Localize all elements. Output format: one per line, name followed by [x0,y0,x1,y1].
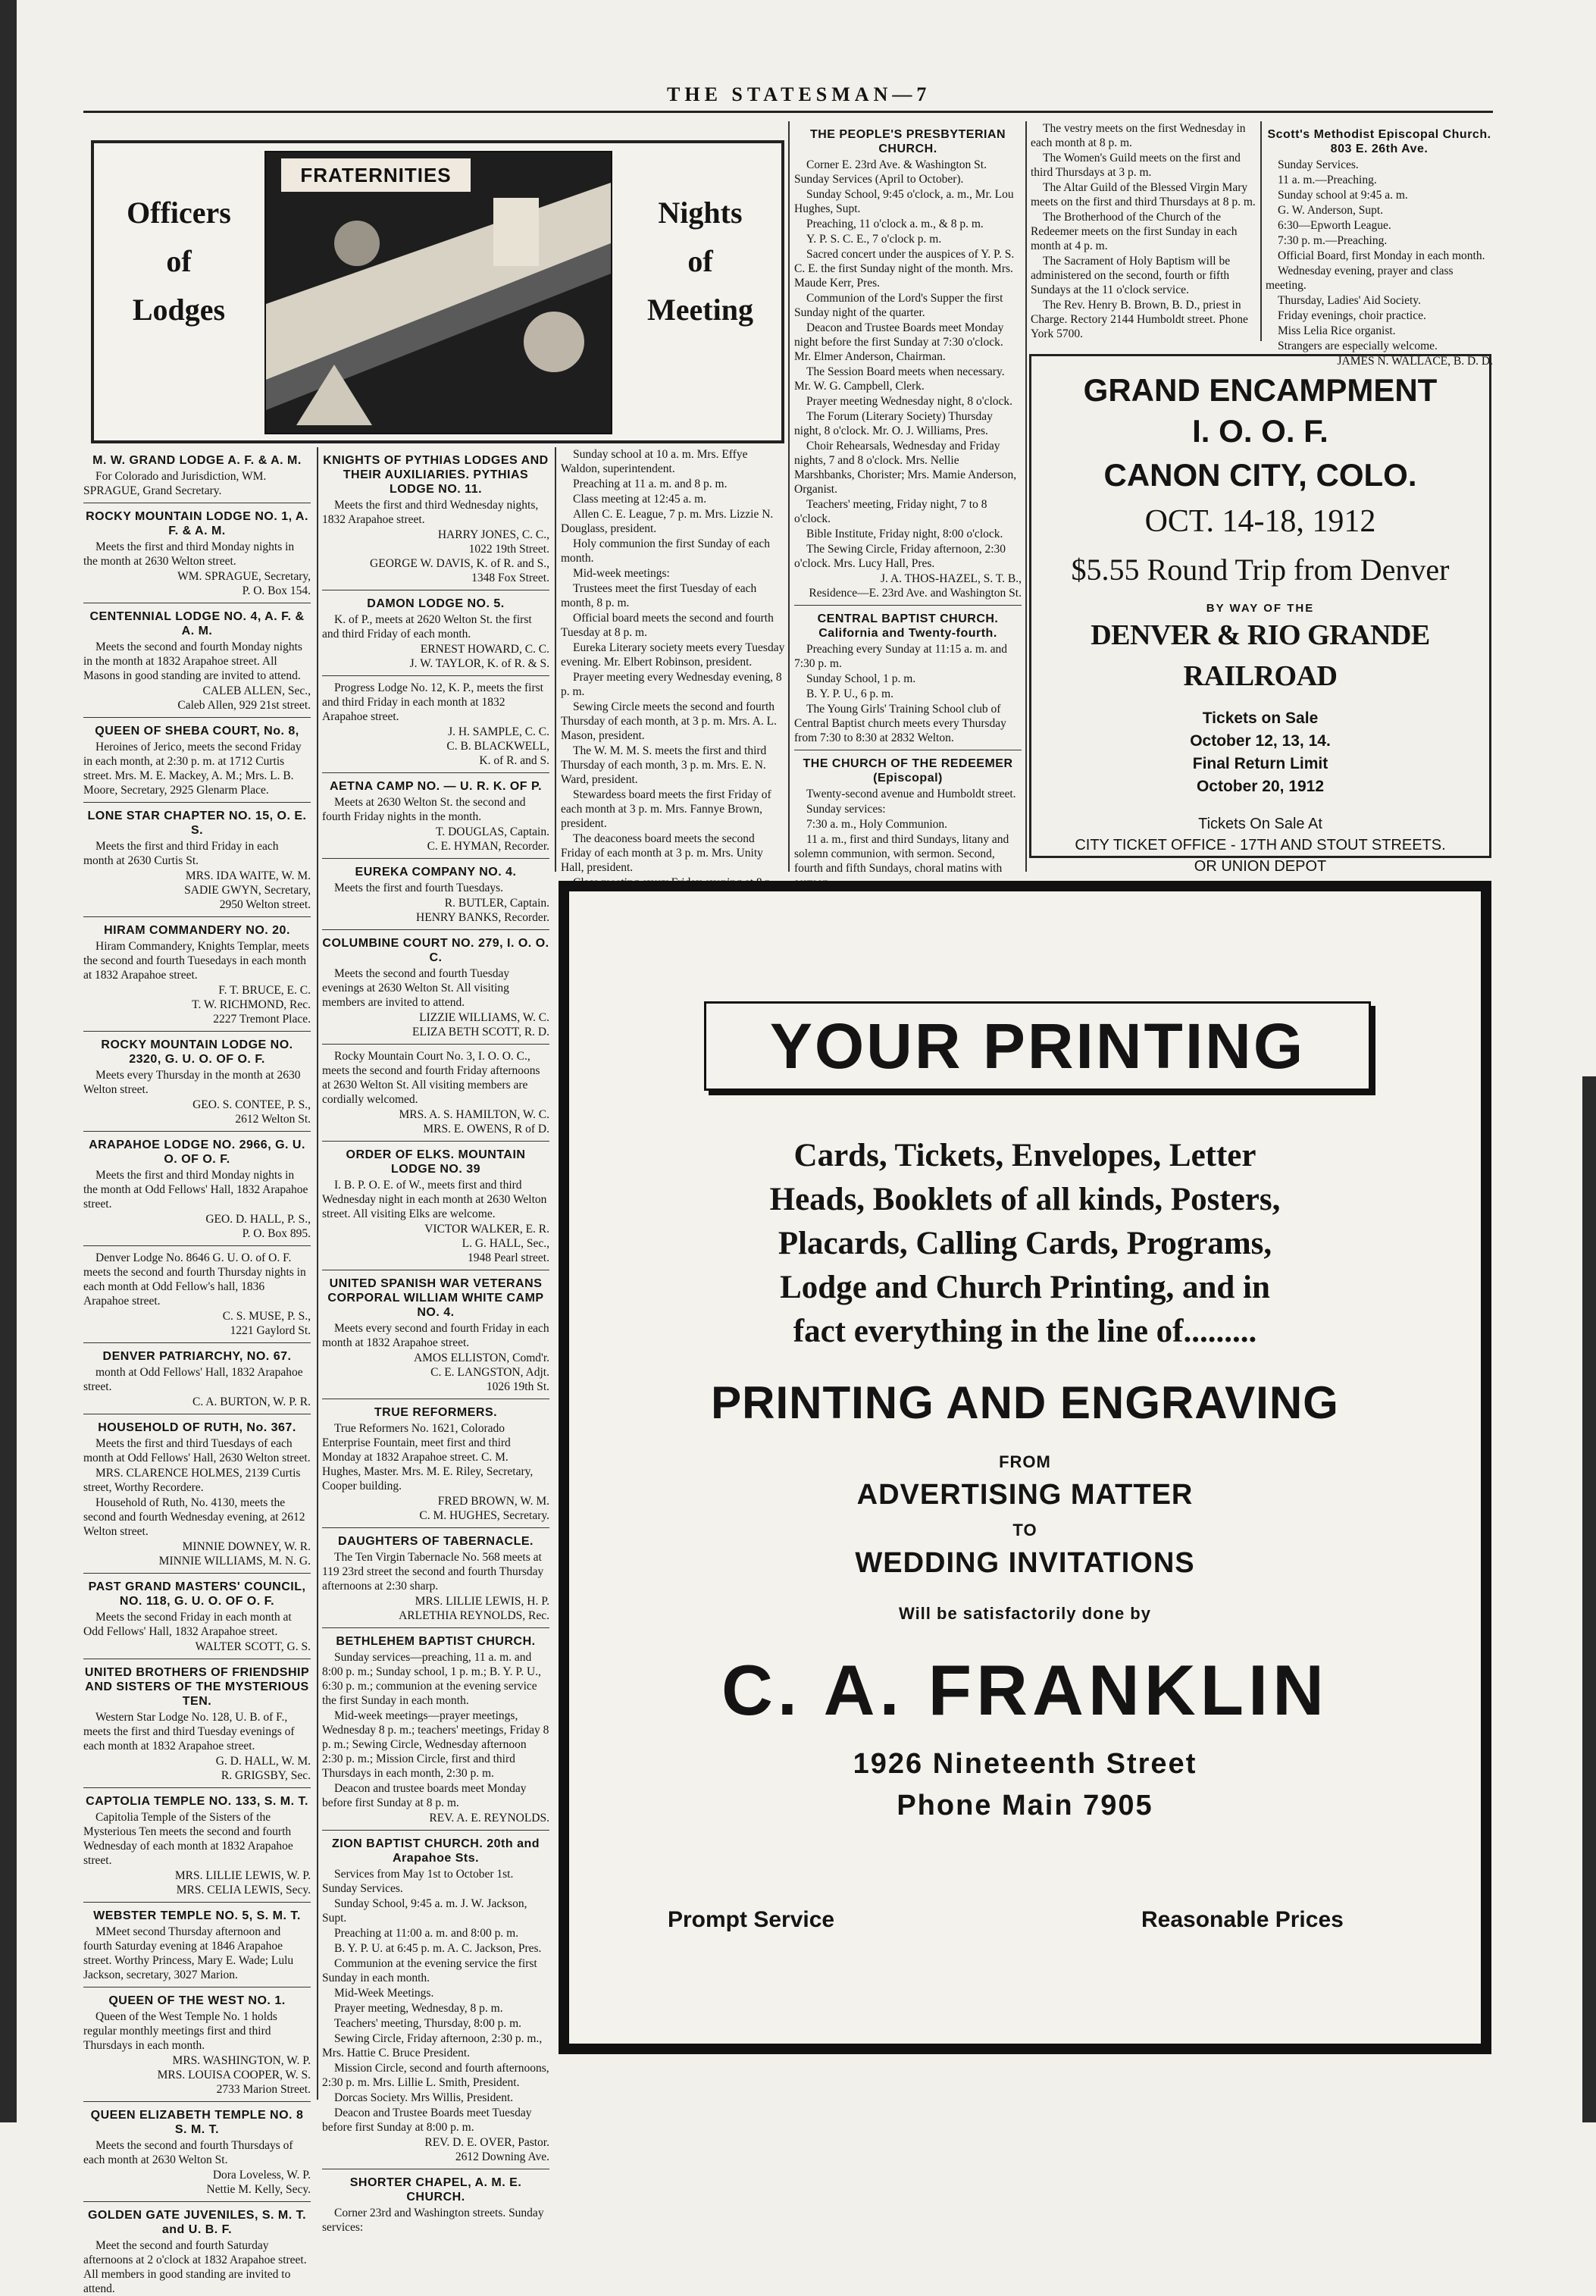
column-lodges-3 [561,447,788,872]
entry-signature: MRS. IDA WAITE, W. M. [185,869,311,882]
entry-signature: ERNEST HOWARD, C. C. [420,643,549,656]
entry-heading: CAPTOLIA TEMPLE NO. 133, S. M. T. [86,1795,308,1808]
entry-signature: 2612 Welton St. [235,1113,311,1126]
entry-separator [322,772,549,773]
masthead-title: THE STATESMAN—7 [667,83,931,105]
franklin-phone: Phone Main 7905 [897,1790,1153,1821]
entry-text: Sunday school at 10 a. m. Mrs. Effye Waldon, superintendent. [561,448,748,475]
entry-text: Sunday School, 9:45 a. m. J. W. Jackson, Supt. [322,1897,527,1925]
entry-separator [322,1527,549,1528]
entry-text: 6:30—Epworth League. [1278,219,1391,232]
entry-signature: 1221 Gaylord St. [230,1324,311,1337]
entry-signature: CALEB ALLEN, Sec., [202,684,311,697]
entry-text: 7:30 p. m.—Preaching. [1278,234,1388,247]
entry-text: 11 a. m.—Preaching. [1278,174,1377,186]
heading-line: Nights [658,196,743,230]
entry-signature: R. GRIGSBY, Sec. [221,1769,311,1782]
entry-heading: WEBSTER TEMPLE NO. 5, S. M. T. [93,1909,301,1922]
entry-text: Services from May 1st to October 1st. Sunday Services. [322,1868,514,1895]
ad-line: Placards, Calling Cards, Programs, [778,1226,1272,1261]
ad-line: fact everything in the line of......... [793,1314,1257,1349]
entry-heading: THE PEOPLE'S PRESBYTERIAN CHURCH. [809,128,1006,155]
entry-heading: DAUGHTERS OF TABERNACLE. [338,1535,534,1548]
column-lodges-1 [83,447,311,2295]
fraternities-header [91,140,784,443]
entry-signature: HARRY JONES, C. C., [437,528,549,541]
entry-signature: P. O. Box 154. [242,584,311,597]
entry-signature: AMOS ELLISTON, Comd'r. [413,1352,549,1364]
entry-text: Meets every Thursday in the month at 2630 Welton street. [83,1069,301,1096]
railroad-advertisement [1029,354,1491,875]
entry-text: The W. M. M. S. meets the first and third Thursday of each month, 3 p. m. Mrs. E. N. Ward, president. [561,744,767,786]
heading-line: Meeting [647,293,753,327]
fraternities-banner: FRATERNITIES [281,158,471,192]
entry-signature: MRS. WASHINGTON, W. P. [172,2054,311,2067]
entry-separator [83,1245,311,1246]
entry-heading: UNITED BROTHERS OF FRIENDSHIP AND SISTERS OF THE MYSTERIOUS TEN. [84,1666,310,1708]
entry-text: Meet the second and fourth Saturday afternoons at 2 o'clock at 1832 Arapahoe street. All members in good standing are invited to attend. [83,2239,307,2295]
entry-signature: MRS. LOUISA COOPER, W. S. [157,2069,311,2081]
entry-signature: REV. A. E. REYNOLDS. [429,1812,549,1825]
entry-signature: FRED BROWN, W. M. [437,1495,549,1508]
entry-text: Meets at 2630 Welton St. the second and fourth Friday nights in the month. [322,796,526,823]
entry-text: Mid-Week Meetings. [334,1987,434,2000]
printing-and-engraving: PRINTING AND ENGRAVING [711,1377,1339,1428]
ad-ticket-dates [1031,707,1489,798]
entry-separator [83,1902,311,1903]
entry-text: Progress Lodge No. 12, K. P., meets the first and third Friday in each month at 1832 Arapahoe street. [322,681,543,723]
entry-heading: QUEEN OF SHEBA COURT, No. 8, [95,725,299,738]
entry-heading: CENTENNIAL LODGE NO. 4, A. F. & A. M. [89,610,305,637]
franklin-address: 1926 Nineteenth Street [853,1748,1197,1780]
entry-signature: C. B. BLACKWELL, [446,740,549,753]
entry-separator [83,1573,311,1574]
entry-text: The Women's Guild meets on the first and third Thursdays at 3 p. m. [1031,152,1241,179]
entry-text: Mission Circle, second and fourth afternoons, 2:30 p. m. Mrs. Lillie L. Smith, President. [322,2062,549,2089]
entry-text: B. Y. P. U., 6 p. m. [806,688,893,700]
entry-text: Meets the second Friday in each month at Odd Fellows' Hall, 1832 Arapahoe street. [83,1611,292,1638]
officers-of-lodges-heading [103,189,255,334]
entry-text: Hiram Commandery, Knights Templar, meets the second and fourth Tuesedays in each month at 1832 Arapahoe street. [83,940,309,982]
entry-text: The Sewing Circle, Friday afternoon, 2:30 o'clock. Mrs. Lucy Hall, Pres. [794,543,1006,570]
entry-signature: C. S. MUSE, P. S., [222,1310,311,1323]
entry-signature: WALTER SCOTT, G. S. [195,1640,311,1653]
entry-text: Queen of the West Temple No. 1 holds regular monthly meetings first and third Thursdays in each month. [83,2010,277,2052]
heading-line: Lodges [132,293,226,327]
entry-text: Mid-week meetings: [573,567,670,580]
entry-signature: MRS. LILLIE LEWIS, H. P. [415,1595,549,1608]
entry-separator [322,1830,549,1831]
ad-location: CANON CITY, COLO. [1103,457,1417,493]
entry-text: True Reformers No. 1621, Colorado Enterprise Fountain, meet first and third Monday at 1832 Arapahoe street. C. M. Hughes, Master. Mrs. M. E. Riley, Secretary, Cooper building. [322,1422,534,1493]
entry-separator [322,929,549,930]
entry-text: Household of Ruth, No. 4130, meets the second and fourth Wednesday evening, at 2612 Welton street. [83,1496,305,1538]
entry-text: Sunday Services. [1278,158,1359,171]
entry-signature: MRS. LILLIE LEWIS, W. P. [174,1869,311,1882]
entry-separator [322,675,549,676]
entry-signature: Caleb Allen, 929 21st street. [177,699,311,712]
entry-signature: MINNIE DOWNEY, W. R. [182,1540,311,1553]
entry-heading: AETNA CAMP NO. — U. R. K. OF P. [329,780,543,793]
entry-signature: GEORGE W. DAVIS, K. of R. and S., [370,557,549,570]
entry-text: Choir Rehearsals, Wednesday and Friday nights, 7 and 8 o'clock. Mrs. Nellie Marshbanks, Chorister; Mrs. Mamie Anderson, Organist. [794,440,1017,496]
satisfactorily-done: Will be satisfactorily done by [899,1604,1151,1623]
heading-line: of [166,244,192,278]
entry-text: Meets the first and third Wednesday nights, 1832 Arapahoe street. [322,499,539,526]
column-churches-1 [794,121,1022,875]
entry-text: 11 a. m., first and third Sundays, litany and solemn communion, with sermon. Second, fourth and fifth Sundays, choral matins with [794,833,1009,875]
entry-signature: C. E. HYMAN, Recorder. [427,840,549,853]
entry-signature: 1022 19th Street. [468,543,549,556]
entry-text: The Forum (Literary Society) Thursday night, 8 o'clock. Mr. O. J. Williams, Pres. [794,410,993,437]
entry-text: Meets the first and third Friday in each month at 2630 Curtis St. [83,840,279,867]
entry-text: Friday evenings, choir practice. [1278,309,1426,322]
entry-signature: L. G. HALL, Sec., [462,1237,549,1250]
entry-heading: BETHLEHEM BAPTIST CHURCH. [336,1635,536,1648]
entry-text: Y. P. S. C. E., 7 o'clock p. m. [806,233,942,246]
reasonable-prices: Reasonable Prices [1141,1907,1344,1932]
column-lodges-2 [322,447,549,2234]
entry-text: Meets the second and fourth Monday nights in the month at 1832 Arapahoe street. All Masons in good standing are invited to attend. [83,641,302,682]
entry-signature: VICTOR WALKER, E. R. [424,1223,549,1236]
entry-text: Official board meets the second and fourth Tuesday at 8 p. m. [561,612,774,639]
entry-text: The vestry meets on the first Wednesday in each month at 8 p. m. [1031,122,1246,149]
entry-text: Prayer meeting every Wednesday evening, 8 p. m. [561,671,782,698]
entry-text: Deacon and trustee boards meet Monday before first Sunday at 8 p. m. [322,1782,527,1809]
ad-line: October 20, 1912 [1196,778,1325,795]
entry-signature: 2733 Marion Street. [216,2083,311,2096]
column-rule [317,447,318,2100]
entry-heading: M. W. GRAND LODGE A. F. & A. M. [92,454,302,467]
ad-line: Final Return Limit [1192,755,1328,772]
entry-separator [83,802,311,803]
entry-signature: Dora Loveless, W. P. [212,2169,311,2182]
entry-text: Miss Lelia Rice organist. [1278,324,1396,337]
entry-text: The Altar Guild of the Blessed Virgin Mary meets on the first and third Thursdays at 8 p. m. [1031,181,1256,208]
entry-heading: HOUSEHOLD OF RUTH, No. 367. [98,1421,296,1434]
entry-text: Teachers' meeting, Friday night, 7 to 8 o'clock. [794,498,987,525]
entry-heading: COLUMBINE COURT NO. 279, I. O. O. C. [322,937,549,964]
entry-text: The Brotherhood of the Church of the Redeemer meets on the first Sunday in each month at 4 p. m. [1031,211,1238,252]
entry-text: Allen C. E. League, 7 p. m. Mrs. Lizzie N. Douglass, president. [561,508,774,535]
wedding-invitations: WEDDING INVITATIONS [855,1547,1195,1579]
entry-signature: J. A. THOS-HAZEL, S. T. B., [880,572,1022,585]
entry-signature: T. W. RICHMOND, Rec. [192,998,311,1011]
entry-signature: J. H. SAMPLE, C. C. [448,725,549,738]
entry-text: Communion of the Lord's Supper the first Sunday night of the quarter. [794,292,1003,319]
entry-text: B. Y. P. U. at 6:45 p. m. A. C. Jackson, Pres. [334,1942,542,1955]
ad-fare: $5.55 Round Trip from Denver [1071,553,1450,587]
entry-signature: F. T. BRUCE, E. C. [218,984,311,997]
entry-heading: Scott's Methodist Episcopal Church. 803 E. 26th Ave. [1267,128,1491,155]
entry-heading: DAMON LODGE NO. 5. [367,597,505,610]
column-rule [1025,121,1027,872]
entry-text: Preaching at 11 a. m. and 8 p. m. [573,478,728,490]
entry-heading: THE CHURCH OF THE REDEEMER (Episcopal) [803,757,1013,785]
entry-separator [322,1141,549,1142]
entry-text: Thursday, Ladies' Aid Society. [1278,294,1421,307]
column-rule [555,447,556,872]
entry-text: Meets the second and fourth Tuesday evenings at 2630 Welton St. All visiting members are invited to attend. [322,967,510,1009]
ad-line: Lodge and Church Printing, and in [780,1270,1270,1305]
entry-heading: SHORTER CHAPEL, A. M. E. CHURCH. [349,2176,522,2204]
page-edge-right [1582,1076,1596,2122]
entry-signature: ARLETHIA REYNOLDS, Rec. [399,1609,549,1622]
entry-text: Strangers are especially welcome. [1278,340,1438,352]
entry-text: Mid-week meetings—prayer meetings, Wednesday 8 p. m.; teachers' meetings, Friday 8 p. m.; Sewing Circle, Wednesday afternoon 2:30 p. m.; Mission Circle, first and third Thursdays in each month, 2:30 p. m. [322,1709,549,1780]
ad-line: Heads, Booklets of all kinds, Posters, [769,1182,1281,1217]
entry-separator [794,605,1022,606]
entry-signature: REV. D. E. OVER, Pastor. [424,2136,549,2149]
column-churches-3 [1266,121,1493,368]
entry-text: Corner E. 23rd Ave. & Washington St. Sunday Services (April to October). [794,158,987,186]
to-label: TO [1012,1521,1037,1540]
entry-text: Preaching, 11 o'clock a. m., & 8 p. m. [806,218,984,230]
entry-text: Meets the first and fourth Tuesdays. [334,882,504,894]
entry-text: Communion at the evening service the first Sunday in each month. [322,1957,537,1984]
heading-line: Officers [127,196,231,230]
entry-text: Teachers' meeting, Thursday, 8:00 p. m. [334,2017,522,2030]
entry-text: Sunday school at 9:45 a. m. [1278,189,1408,202]
entry-heading: LONE STAR CHAPTER NO. 15, O. E. S. [87,810,307,837]
entry-signature: 1348 Fox Street. [471,572,549,584]
ad-line: Tickets on Sale [1202,709,1319,727]
entry-text: Deacon and Trustee Boards meet Monday night before the first Sunday at 7:30 o'clock. Mr. Elmer Anderson, Chairman. [794,321,1004,363]
entry-separator [83,2201,311,2202]
entry-text: Holy communion the first Sunday of each month. [561,537,771,565]
ad-line: CITY TICKET OFFICE - 17TH AND STOUT STREETS. [1075,837,1446,854]
entry-signature: C. A. BURTON, W. P. R. [192,1395,311,1408]
entry-signature: J. W. TAYLOR, K. of R. & S. [409,657,549,670]
entry-text: Deacon and Trustee Boards meet Tuesday before first Sunday at 8:00 p. m. [322,2106,532,2134]
entry-signature: 2227 Tremont Place. [213,1013,311,1026]
entry-text: Sewing Circle meets the second and fourth Thursday of each month, at 3 p. m. Mrs. A. L. Mason, president. [561,700,777,742]
entry-signature: MRS. A. S. HAMILTON, W. C. [399,1108,549,1121]
entry-text: Dorcas Society. Mrs Willis, President. [334,2091,514,2104]
printing-advertisement [559,881,1491,2054]
heading-line: of [687,244,713,278]
ad-railroad: DENVER & RIO GRANDE RAILROAD [1091,619,1430,692]
entry-text: Prayer meeting, Wednesday, 8 p. m. [334,2002,503,2015]
entry-heading: EUREKA COMPANY NO. 4. [355,866,517,879]
entry-text: Sunday School, 9:45 o'clock, a. m., Mr. Lou Hughes, Supt. [794,188,1014,215]
entry-text: Sacred concert under the auspices of Y. P. S. C. E. the first Sunday night of the month. Mrs. Maude Kerr, Pres. [794,248,1015,290]
entry-separator [83,1031,311,1032]
entry-text: Meets the first and third Monday nights in the month at 2630 Welton street. [83,540,295,568]
prompt-service: Prompt Service [668,1907,835,1932]
entry-text: The Rev. Henry B. Brown, B. D., priest in Charge. Rectory 2144 Humboldt street. Phone York 5700. [1031,299,1248,340]
fraternities-illustration [264,151,612,434]
entry-text: Heroines of Jerico, meets the second Friday in each month, at 2:30 p. m. at 1712 Curtis street. Mrs. M. E. Mackey, A. M.; Mrs. L. B. Moore, Secretary, 2925 Glenarm Place. [83,741,302,797]
entry-separator [83,1342,311,1343]
entry-separator [83,2101,311,2102]
entry-signature: ELIZA BETH SCOTT, R. D. [412,1026,549,1038]
entry-signature: HENRY BANKS, Recorder. [416,911,549,924]
entry-heading: ROCKY MOUNTAIN LODGE NO. 2320, G. U. O. OF O. F. [101,1038,293,1066]
entry-signature: JAMES N. WALLACE, B. D. D. [1337,355,1493,368]
entry-text: Preaching at 11:00 a. m. and 8:00 p. m. [334,1927,519,1940]
entry-text: MRS. CLARENCE HOLMES, 2139 Curtis street, Worthy Recordere. [83,1467,301,1494]
entry-signature: Nettie M. Kelly, Secy. [206,2183,311,2196]
entry-separator [83,717,311,718]
entry-signature: Residence—E. 23rd Ave. and Washington St. [809,587,1022,600]
entry-separator [83,1787,311,1788]
entry-text: Meets the second and fourth Thursdays of each month at 2630 Welton St. [83,2139,293,2166]
ad-org: I. O. O. F. [1192,413,1328,449]
franklin-name: C. A. FRANKLIN [721,1650,1329,1730]
masthead [83,83,1493,113]
entry-text: Capitolia Temple of the Sisters of the Mysterious Ten meets the second and fourth Wednesday of each month at 1832 Arapahoe street. [83,1811,293,1867]
entry-signature: 1026 19th St. [486,1380,549,1393]
ad-line: Cards, Tickets, Envelopes, Letter [793,1138,1256,1173]
entry-heading: TRUE REFORMERS. [374,1406,498,1419]
entry-signature: R. BUTLER, Captain. [444,897,549,910]
entry-signature: WM. SPRAGUE, Secretary, [177,570,311,583]
entry-text: Stewardess board meets the first Friday of each month at 3 p. m. Mrs. Fannye Brown, president. [561,788,771,830]
entry-text: Meets the first and third Monday nights in the month at Odd Fellows' Hall, 1832 Arapahoe street. [83,1169,308,1211]
entry-heading: DENVER PATRIARCHY, NO. 67. [102,1350,292,1363]
entry-text: Prayer meeting Wednesday night, 8 o'clock. [806,395,1013,408]
entry-text: Sunday services: [806,803,886,816]
entry-text: MMeet second Thursday afternoon and fourth Saturday evening at 1846 Arapahoe street. Worthy Princess, Mary E. Wade; Lulu Jackson, secretary, 3027 Marion. [83,1925,294,1981]
entry-text: Rocky Mountain Court No. 3, I. O. O. C., meets the second and fourth Friday afternoons at 2630 Welton St. All visiting members are cordially welcomed. [322,1050,540,1106]
entry-signature: 1948 Pearl street. [467,1251,549,1264]
entry-text: Preaching every Sunday at 11:15 a. m. and 7:30 p. m. [794,643,1008,670]
ad-line: OR UNION DEPOT [1194,858,1327,875]
entry-text: 7:30 a. m., Holy Communion. [806,818,947,831]
ad-line: October 12, 13, 14. [1190,732,1331,750]
entry-signature: SADIE GWYN, Secretary, [184,884,311,897]
your-printing-title: YOUR PRINTING [704,1001,1371,1091]
illustration-art [266,152,611,433]
entry-heading: ARAPAHOE LODGE NO. 2966, G. U. O. OF O. F. [89,1139,305,1166]
entry-text: For Colorado and Jurisdiction, WM. SPRAGUE, Grand Secretary. [83,470,267,497]
printing-services-list [599,1134,1450,1354]
entry-signature: G. D. HALL, W. M. [215,1755,311,1768]
entry-text: K. of P., meets at 2620 Welton St. the first and third Friday of each month. [322,613,532,641]
entry-heading: QUEEN OF THE WEST NO. 1. [108,1994,286,2007]
entry-text: Twenty-second avenue and Humboldt street. [806,788,1016,800]
entry-separator [322,858,549,859]
entry-signature: GEO. S. CONTEE, P. S., [192,1098,311,1111]
column-churches-2 [1031,121,1258,341]
entry-heading: QUEEN ELIZABETH TEMPLE NO. 8 S. M. T. [90,2109,304,2136]
entry-signature: MRS. E. OWENS, R of D. [423,1123,549,1135]
entry-signature: MRS. CELIA LEWIS, Secy. [176,1884,311,1897]
entry-signature: 2950 Welton street. [219,898,311,911]
entry-signature: P. O. Box 895. [242,1227,311,1240]
column-rule [1260,121,1262,341]
entry-text: Bible Institute, Friday night, 8:00 o'clock. [806,528,1003,540]
entry-separator [83,916,311,917]
entry-signature: 2612 Downing Ave. [455,2150,549,2163]
entry-text: Sunday services—preaching, 11 a. m. and 8:00 p. m.; Sunday school, 1 p. m.; B. Y. P. U., 6:30 p. m.; communion at the evening service the first Sunday in each month. [322,1651,541,1707]
entry-text: The Session Board meets when necessary. Mr. W. G. Campbell, Clerk. [794,365,1005,393]
entry-text: Official Board, first Monday in each month. [1278,249,1485,262]
entry-text: month at Odd Fellows' Hall, 1832 Arapahoe street. [83,1366,303,1393]
entry-heading: PAST GRAND MASTERS' COUNCIL, NO. 118, G. U. O. OF O. F. [88,1580,306,1608]
column-rule [788,121,790,872]
entry-heading: KNIGHTS OF PYTHIAS LODGES AND THEIR AUXILIARIES. PYTHIAS LODGE NO. 11. [323,454,549,496]
entry-signature: K. of R. and S. [479,754,549,767]
entry-text: Meets every second and fourth Friday in each month at 1832 Arapahoe street. [322,1322,549,1349]
ad-line: Tickets On Sale At [1198,816,1322,832]
entry-signature: T. DOUGLAS, Captain. [436,825,549,838]
ad-heading: GRAND ENCAMPMENT [1083,372,1438,408]
entry-text: Sunday School, 1 p. m. [806,672,916,685]
entry-signature: LIZZIE WILLIAMS, W. C. [419,1011,549,1024]
entry-text: Class meeting at 12:45 a. m. [573,493,707,506]
entry-text: Eureka Literary society meets every Tuesday evening. Mr. Elbert Robinson, president. [561,641,785,669]
entry-heading: UNITED SPANISH WAR VETERANS CORPORAL WILLIAM WHITE CAMP NO. 4. [327,1277,544,1319]
advertising-matter: ADVERTISING MATTER [856,1479,1194,1511]
entry-separator [322,1044,549,1045]
entry-text: Corner 23rd and Washington streets. Sunday services: [322,2207,544,2234]
entry-signature: GEO. D. HALL, P. S., [205,1213,311,1226]
entry-text: Western Star Lodge No. 128, U. B. of F., meets the first and third Tuesday evenings of each month at 1832 Arapahoe street. [83,1711,295,1753]
nights-of-meeting-heading [624,189,776,334]
entry-text: Sewing Circle, Friday afternoon, 2:30 p. m., Mrs. Hattie C. Bruce President. [322,2032,543,2060]
entry-text: I. B. P. O. E. of W., meets first and third Wednesday night in each month at 2630 Welton street. All visiting Elks are welcome. [322,1179,547,1220]
entry-signature: C. E. LANGSTON, Adjt. [430,1366,549,1379]
entry-text: Wednesday evening, prayer and class meeting. [1266,265,1454,292]
entry-separator [83,1131,311,1132]
entry-separator [322,1627,549,1628]
ad-dates: OCT. 14-18, 1912 [1144,504,1376,539]
ad-by-way: BY WAY OF THE [1206,602,1315,615]
entry-heading: ZION BAPTIST CHURCH. 20th and Arapahoe Sts. [331,1837,540,1865]
ad-ticket-office [1031,813,1489,877]
entry-heading: ORDER OF ELKS. MOUNTAIN LODGE NO. 39 [346,1148,526,1176]
entry-text: Meets the first and third Tuesdays of each month at Odd Fellows' Hall, 2630 Welton street. [83,1437,311,1464]
entry-heading: HIRAM COMMANDERY NO. 20. [104,924,290,937]
entry-text: Denver Lodge No. 8646 G. U. O. of O. F. meets the second and fourth Thursday nights in each month at Odd Fellow's hall, 1836 Arapahoe street. [83,1251,306,1308]
entry-signature: C. M. HUGHES, Secretary. [419,1509,549,1522]
page-edge-left [0,0,17,2122]
entry-heading: ROCKY MOUNTAIN LODGE NO. 1, A. F. & A. M. [86,510,308,537]
entry-text: The Young Girls' Training School club of Central Baptist church meets every Thursday from 7:30 to 8:30 at 2832 Welton. [794,703,1006,744]
entry-text: The Ten Virgin Tabernacle No. 568 meets at 119 23rd street the second and fourth Thursday afternoons at 2:30 sharp. [322,1551,544,1593]
entry-text: G. W. Anderson, Supt. [1278,204,1384,217]
entry-heading: CENTRAL BAPTIST CHURCH. California and Twenty-fourth. [817,612,999,640]
from-label: FROM [999,1452,1051,1471]
entry-signature: MINNIE WILLIAMS, M. N. G. [158,1555,311,1568]
entry-text: Trustees meet the first Tuesday of each month, 8 p. m. [561,582,757,609]
entry-text: The Sacrament of Holy Baptism will be administered on the second, fourth or fifth Sundays at the 11 o'clock service. [1031,255,1231,296]
entry-heading: GOLDEN GATE JUVENILES, S. M. T. and U. B. F. [87,2209,307,2236]
entry-text: The deaconess board meets the second Friday of each month at 3 p. m. Mrs. Unity Hall, president. [561,832,763,874]
